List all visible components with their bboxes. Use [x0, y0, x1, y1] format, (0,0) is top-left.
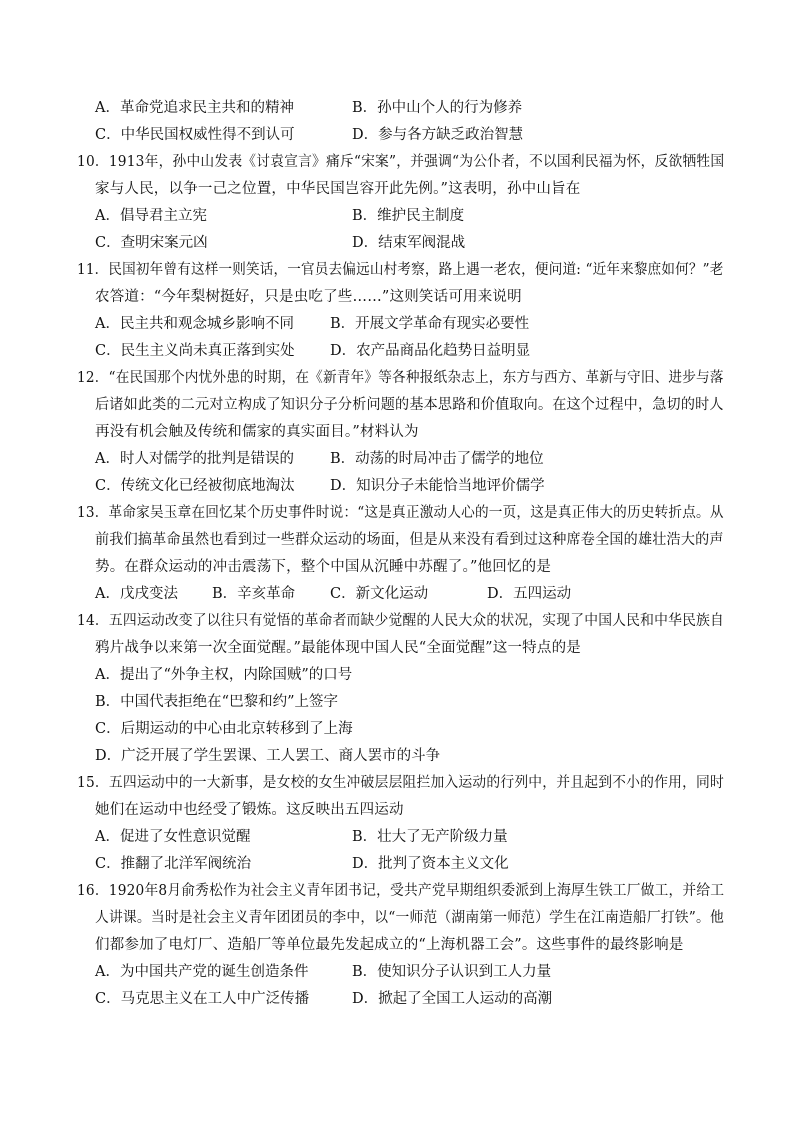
q15-stem-line1: 15．五四运动中的一大新事，是女校的女生冲破层层阻拦加入运动的行列中，并且起到不小的作用，同时 [77, 775, 725, 791]
q12-stem-line3: 再没有机会触及传统和儒家的真实面目。”材料认为 [95, 424, 419, 440]
q16-option-a: A．为中国共产党的诞生创造条件 [95, 964, 309, 980]
q14-option-d: D．广泛开展了学生罢课、工人罢工、商人罢市的斗争 [95, 748, 441, 764]
q12-option-c: C．传统文化已经被彻底地淘汰 [95, 478, 295, 494]
q9-option-a: A．革命党追求民主共和的精神 [95, 100, 294, 116]
q16-stem-line1: 16．1920年8月俞秀松作为社会主义青年团书记，受共产党早期组织委派到上海厚生铁工厂做工，并给工 [77, 883, 725, 899]
q13-stem-line2: 前我们搞革命虽然也看到过一些群众运动的场面，但是从来没有看到过这种席卷全国的雄壮浩大的声 [95, 532, 724, 548]
q14-stem-line2: 鸦片战争以来第一次全面觉醒。”最能体现中国人民“全面觉醒”这一特点的是 [95, 640, 581, 656]
q16-option-c: C．马克思主义在工人中广泛传播 [95, 991, 310, 1007]
q12-stem-line1: 12．“在民国那个内忧外患的时期，在《新青年》等各种报纸杂志上，东方与西方、革新与守旧、进步与落 [77, 370, 724, 386]
q13-option-b: B．辛亥革命 [212, 586, 296, 602]
q10-option-d: D．结束军阀混战 [352, 235, 466, 251]
q12-option-d: D．知识分子未能恰当地评价儒学 [330, 478, 545, 494]
q11-stem-line2: 农答道：“今年梨树挺好，只是虫吃了些……”这则笑话可用来说明 [95, 289, 522, 305]
q13-option-d: D．五四运动 [487, 586, 572, 602]
q15-option-d: D．批判了资本主义文化 [352, 856, 509, 872]
q14-option-c: C．后期运动的中心由北京转移到了上海 [95, 721, 353, 737]
q12-stem-line2: 后诸如此类的二元对立构成了知识分子分析问题的基本思路和价值取向。在这个过程中，急切的时人 [95, 397, 724, 413]
q10-stem-line2: 家与人民，以争一己之位置，中华民国岂容开此先例。”这表明，孙中山旨在 [95, 181, 581, 197]
q15-option-c: C．推翻了北洋军阀统治 [95, 856, 252, 872]
q14-stem-line1: 14．五四运动改变了以往只有觉悟的革命者而缺少觉醒的人民大众的状况，实现了中国人民和中华民族自 [77, 613, 725, 629]
q10-stem-line1: 10．1913年，孙中山发表《讨袁宣言》痛斥“宋案”，并强调“为公仆者，不以国利民福为怀，反欲牺牲国 [77, 154, 725, 170]
q10-option-b: B．维护民主制度 [352, 208, 465, 224]
q12-option-b: B．动荡的时局冲击了儒学的地位 [330, 451, 544, 467]
q16-option-d: D．掀起了全国工人运动的高潮 [352, 991, 553, 1007]
q9-option-c: C．中华民国权威性得不到认可 [95, 127, 295, 143]
q11-stem-line1: 11．民国初年曾有这样一则笑话，一官员去偏远山村考察，路上遇一老农，便问道: “近年来黎庶如何？”老 [77, 262, 724, 278]
q16-option-b: B．使知识分子认识到工人力量 [352, 964, 552, 980]
q16-stem-line3: 们都参加了电灯厂、造船厂等单位最先发起成立的“上海机器工会”。这些事件的最终影响是 [95, 937, 684, 953]
q14-option-a: A．提出了“外争主权，内除国贼”的口号 [95, 667, 353, 683]
q12-option-a: A．时人对儒学的批判是错误的 [95, 451, 294, 467]
q13-option-c: C．新文化运动 [330, 586, 429, 602]
q11-option-d: D．农产品商品化趋势日益明显 [330, 343, 531, 359]
q16-stem-line2: 人讲课。当时是社会主义青年团团员的李中，以“一师范（湖南第一师范）学生在江南造船厂打铁”。他 [95, 910, 724, 926]
q10-option-a: A．倡导君主立宪 [95, 208, 207, 224]
q11-option-a: A．民主共和观念城乡影响不同 [95, 316, 294, 332]
q9-option-d: D．参与各方缺乏政治智慧 [352, 127, 524, 143]
q13-stem-line1: 13．革命家吴玉章在回忆某个历史事件时说：“这是真正激动人心的一页，这是真正伟大的历史转折点。从 [77, 505, 724, 521]
q10-option-c: C．查明宋案元凶 [95, 235, 208, 251]
q15-option-b: B．壮大了无产阶级力量 [352, 829, 508, 845]
q15-option-a: A．促进了女性意识觉醒 [95, 829, 251, 845]
q14-option-b: B．中国代表拒绝在“巴黎和约”上签字 [95, 694, 338, 710]
q13-option-a: A．戊戌变法 [95, 586, 178, 602]
q11-option-c: C．民生主义尚未真正落到实处 [95, 343, 295, 359]
q9-option-b: B．孙中山个人的行为修养 [352, 100, 523, 116]
q13-stem-line3: 势。在群众运动的冲击震荡下，整个中国从沉睡中苏醒了。”他回忆的是 [95, 559, 552, 575]
q15-stem-line2: 她们在运动中也经受了锻炼。这反映出五四运动 [95, 802, 404, 818]
q11-option-b: B．开展文学革命有现实必要性 [330, 316, 530, 332]
